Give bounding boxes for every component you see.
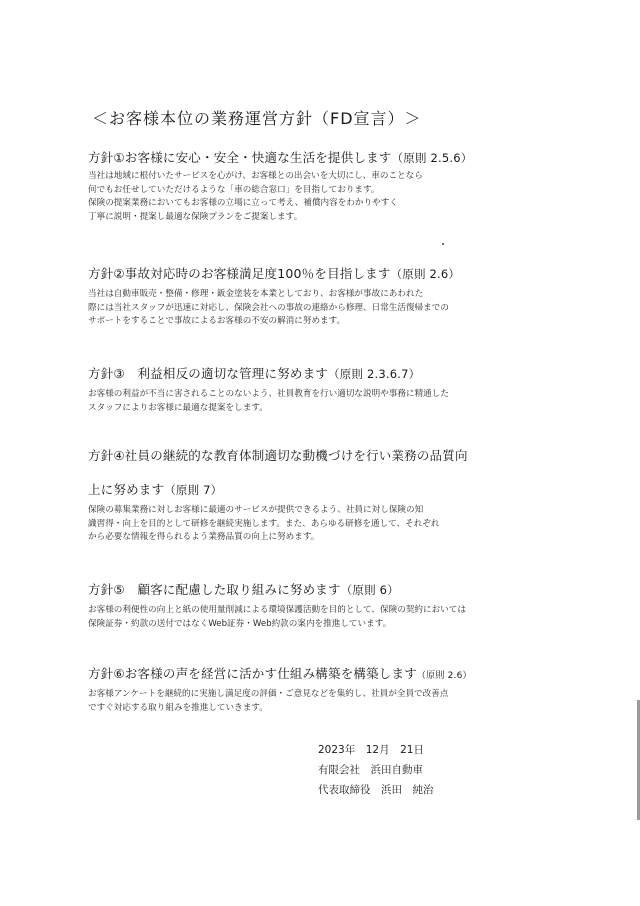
policy-2-heading-text: 方針②事故対応時のお客様満足度100％を目指します (88, 266, 391, 281)
policy-3-heading-text: 方針③ 利益相反の適切な管理に努めます (88, 366, 329, 381)
policy-2-line: 当社は自動車販売・整備・修理・鈑金塗装を本業としており、お客様が事故にあわれた (88, 289, 424, 299)
policy-6-body (88, 688, 558, 715)
signature-block (318, 742, 518, 802)
policy-3-line: お客様の利益が不当に害されることのないよう、社員教育を行い適切な説明や事務に精通した (88, 389, 449, 399)
signature-date: 2023年 12月 21日 (318, 744, 424, 756)
policy-4-line: から必要な情報を得られるよう業務品質の向上に努めます。 (88, 532, 320, 542)
policy-2-heading (88, 264, 460, 282)
policy-1-heading (88, 148, 472, 166)
policy-2-ref: （原則 2.6） (390, 267, 461, 281)
policy-2-line: 際には当社スタッフが迅速に対応し、保険会社への事故の連絡から修理、日常生活復帰までの (88, 302, 449, 313)
policy-4-line: 識習得・向上を目的として研修を継続実施します。また、あらゆる研修を通して、それぞれ (88, 518, 440, 529)
policy-5-heading-text: 方針⑤ 顧客に配慮した取り組みに努めます (88, 582, 341, 597)
policy-1-body (88, 170, 558, 224)
policy-3-ref: （原則 2.3.6.7） (328, 367, 421, 381)
policy-1-line: 当社は地域に根付いたサービスを心がけ、お客様との出会いを大切にし、車のことなら (88, 171, 423, 181)
policy-6-ref: （原則 2.6） (416, 671, 472, 681)
policy-4-line: 保険の募集業務に対しお客様に最適のサービスが提供できるよう、社員に対し保険の知 (88, 505, 424, 515)
policy-3-line: スタッフによりお客様に最適な提案をします。 (88, 402, 268, 413)
signature-company: 有限会社 浜田自動車 (318, 764, 423, 776)
policy-2-line: サポートをすることで事故によるお客様の不安の解消に努めます。 (88, 316, 346, 326)
policy-6-line: お客様アンケートを継続的に実施し満足度の評価・ご意見などを集約し、社員が全員で改善点 (88, 689, 449, 699)
policy-4-heading-continued (88, 480, 222, 498)
policy-6-line: ですぐ対応する取り組みを推進していきます。 (88, 702, 268, 713)
policy-2-body (88, 288, 558, 329)
policy-5-line: 保険証券・約款の送付ではなくWeb証券・Web約款の案内を推進しています。 (88, 618, 392, 629)
policy-1-ref: （原則 2.5.6） (391, 151, 473, 165)
policy-3-heading (88, 364, 420, 382)
policy-5-ref: （原則 6） (340, 583, 399, 597)
policy-5-line: お客様の利便性の向上と紙の使用量削減による環境保護活動を目的として、保険の契約においては (88, 605, 466, 615)
policy-4-ref: （原則 7） (164, 483, 223, 497)
policy-4-heading-text-2: 上に努めます (88, 482, 165, 497)
policy-1-line: 丁寧に説明・提案し最適な保険プランをご提案します。 (88, 211, 303, 222)
policy-4-body (88, 504, 558, 545)
policy-5-body (88, 604, 558, 631)
policy-1-heading-text: 方針①お客様に安心・安全・快適な生活を提供します (88, 150, 392, 165)
policy-4-heading-text: 方針④社員の継続的な教育体制適切な動機づけを行い業務の品質向 (88, 448, 468, 463)
policy-3-body (88, 388, 558, 415)
policy-4-heading (88, 446, 468, 464)
page-title: ＜お客様本位の業務運営方針（FD宣言）＞ (92, 109, 422, 128)
policy-6-heading (88, 664, 472, 682)
policy-5-heading (88, 580, 399, 598)
policy-6-heading-text: 方針⑥お客様の声を経営に活かす仕組み構築を構築します (88, 666, 417, 681)
signature-representative: 代表取締役 浜田 純治 (318, 784, 434, 796)
policy-1-line: 保険の提案業務においてもお客様の立場に立って考え、補償内容をわかりやすく (88, 198, 398, 208)
policy-1-line: 何でもお任せしていただけるような「車の総合窓口」を目指しております。 (88, 184, 380, 195)
scan-speck (442, 243, 444, 245)
